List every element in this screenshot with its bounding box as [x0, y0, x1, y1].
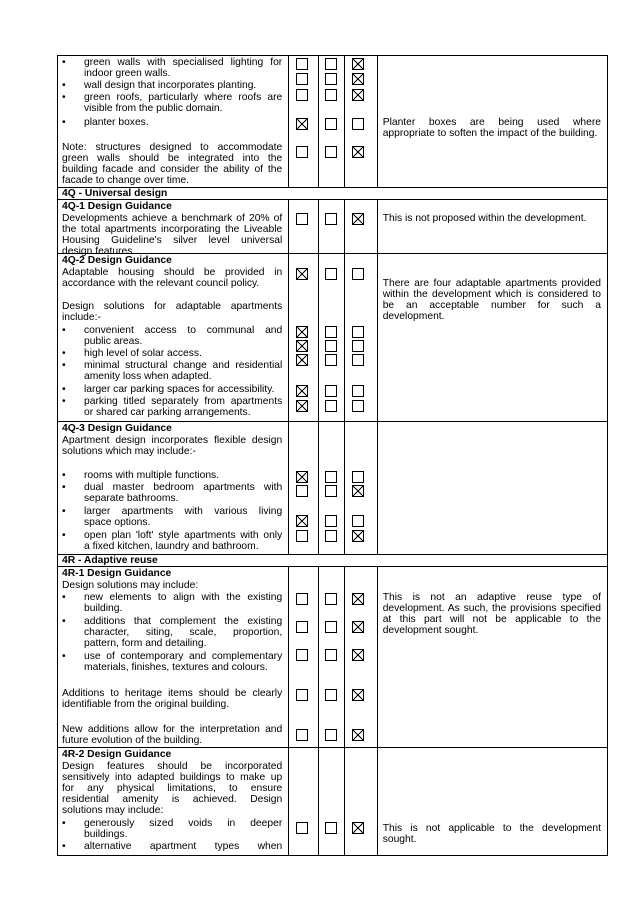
heading-4q-1: 4Q-1 Design Guidance: [62, 201, 172, 212]
no-checkbox[interactable]: [325, 485, 337, 497]
yes-checkbox[interactable]: [296, 146, 308, 158]
yes-checkbox-checked[interactable]: [296, 471, 308, 483]
comment-4q-1: This is not proposed within the development.: [382, 213, 587, 224]
green-bullet-3: green roofs, particularly where roofs are: [84, 92, 283, 103]
no-checkbox[interactable]: [325, 621, 337, 633]
yes-checkbox[interactable]: [296, 213, 308, 225]
green-bullet-4: planter boxes.: [84, 117, 149, 128]
yes-checkbox[interactable]: [296, 621, 308, 633]
no-checkbox[interactable]: [325, 822, 337, 834]
na-checkbox-checked[interactable]: [352, 822, 364, 834]
row-4q-1: 4Q-1 Design Guidance Developments achieve a benchmark of 20% of the total apartments incorporating the Liveable Housing Guideline's silver level universal design features. This is not proposed within the development.: [58, 200, 608, 254]
yes-checkbox[interactable]: [296, 89, 308, 101]
heading-4q-3: 4Q-3 Design Guidance: [62, 423, 172, 434]
design-guidance-table: [57, 55, 608, 856]
na-checkbox-checked[interactable]: [352, 689, 364, 701]
na-checkbox[interactable]: [352, 471, 364, 483]
na-checkbox-checked[interactable]: [352, 649, 364, 661]
na-checkbox-checked[interactable]: [352, 89, 364, 101]
yes-checkbox[interactable]: [296, 73, 308, 85]
no-checkbox[interactable]: [325, 689, 337, 701]
yes-checkbox[interactable]: [296, 530, 308, 542]
no-checkbox[interactable]: [325, 649, 337, 661]
yes-checkbox[interactable]: [296, 649, 308, 661]
green-note: Note: structures designed to accommodate: [62, 142, 283, 153]
no-checkbox[interactable]: [325, 118, 337, 130]
row-4q-2: 4Q-2 Design Guidance Adaptable housing should be provided in accordance with the relevant council policy. Design solutions for adaptable apartments include:- • convenient access to communal and public areas. • high level of solar access. • minimal structural change and residential amenity loss when adapted. • larger car parking spaces for accessibility. • parking titled separately from apartments or shared car parking arrangements. There are four adaptable apartments provided within the development which is considered to be an acceptable number for such a development.: [58, 254, 608, 422]
yes-checkbox-checked[interactable]: [296, 118, 308, 130]
heading-4r-1: 4R-1 Design Guidance: [62, 568, 172, 579]
na-checkbox-checked[interactable]: [352, 729, 364, 741]
no-checkbox[interactable]: [325, 340, 337, 352]
na-checkbox-checked[interactable]: [352, 621, 364, 633]
no-checkbox[interactable]: [325, 268, 337, 280]
yes-checkbox-checked[interactable]: [296, 326, 308, 338]
yes-checkbox[interactable]: [296, 689, 308, 701]
no-checkbox[interactable]: [325, 58, 337, 70]
na-checkbox-checked[interactable]: [352, 73, 364, 85]
yes-checkbox-checked[interactable]: [296, 515, 308, 527]
na-checkbox[interactable]: [352, 400, 364, 412]
yes-checkbox-checked[interactable]: [296, 385, 308, 397]
yes-checkbox[interactable]: [296, 822, 308, 834]
no-checkbox[interactable]: [325, 530, 337, 542]
section-heading-4q: 4Q - Universal design: [62, 188, 168, 199]
yes-checkbox-checked[interactable]: [296, 354, 308, 366]
green-bullet-1: green walls with specialised lighting for: [84, 57, 283, 68]
na-checkbox-checked[interactable]: [352, 58, 364, 70]
na-checkbox-checked[interactable]: [352, 530, 364, 542]
yes-checkbox-checked[interactable]: [296, 400, 308, 412]
no-checkbox[interactable]: [325, 213, 337, 225]
na-checkbox[interactable]: [352, 515, 364, 527]
comment-4q-2: There are four adaptable apartments provided: [382, 278, 601, 289]
row-4q-3: 4Q-3 Design Guidance Apartment design incorporates flexible design solutions which may include:- • rooms with multiple functions. • dual master bedroom apartments with separate bathrooms. • larger apartments with various living space options. • open plan 'loft' style apartments with only a fixed kitchen, laundry and bathroom.: [58, 422, 608, 555]
yes-checkbox[interactable]: [296, 58, 308, 70]
no-checkbox[interactable]: [325, 400, 337, 412]
na-checkbox[interactable]: [352, 326, 364, 338]
na-checkbox-checked[interactable]: [352, 213, 364, 225]
heading-4q-2: 4Q-2 Design Guidance: [62, 255, 172, 266]
na-checkbox[interactable]: [352, 340, 364, 352]
yes-checkbox-checked[interactable]: [296, 340, 308, 352]
no-checkbox[interactable]: [325, 385, 337, 397]
na-checkbox[interactable]: [352, 354, 364, 366]
no-checkbox[interactable]: [325, 146, 337, 158]
yes-checkbox[interactable]: [296, 729, 308, 741]
na-checkbox[interactable]: [352, 385, 364, 397]
no-checkbox[interactable]: [325, 73, 337, 85]
na-checkbox-checked[interactable]: [352, 146, 364, 158]
na-checkbox[interactable]: [352, 118, 364, 130]
no-checkbox[interactable]: [325, 326, 337, 338]
green-comment: Planter boxes are being used where: [382, 117, 601, 128]
na-checkbox-checked[interactable]: [352, 485, 364, 497]
na-checkbox[interactable]: [352, 268, 364, 280]
yes-checkbox[interactable]: [296, 593, 308, 605]
heading-4r-2: 4R-2 Design Guidance: [62, 749, 172, 760]
row-4r-2: 4R-2 Design Guidance Design features should be incorporated sensitively into adapted buildings to make up for any physical limitations, to ensure residential amenity is achieved. Design solutions may include: • generously sized voids in deeper buildings. • alternative apartment types when This is not applicable to the development sought.: [58, 748, 608, 856]
row-4r-1: 4R-1 Design Guidance Design solutions may include: • new elements to align with the existing building. • additions that complement the existing character, siting, scale, proportion, pattern, form and detailing. • use of contemporary and complementary materials, finishes, textures and colours. Additions to heritage items should be clearly identifiable from the original building. New additions allow for the interpretation and future evolution of the building. This is not an adaptive reuse type of development. As such, the provisions specified at this part will not be applicable to the development sought.: [58, 567, 608, 748]
no-checkbox[interactable]: [325, 515, 337, 527]
section-heading-4r: 4R - Adaptive reuse: [62, 555, 158, 566]
no-checkbox[interactable]: [325, 354, 337, 366]
green-walls-row: • green walls with specialised lighting for indoor green walls. • wall design that incorporates planting. • green roofs, particularly where roofs are visible from the public domain. • planter boxes. Note: structures designed to accommodate green walls should be integrated into the building facade and consider the ability of the facade to change over time. Planter boxes are being used where appropriate to soften the impact of the building.: [58, 56, 608, 188]
no-checkbox[interactable]: [325, 593, 337, 605]
yes-checkbox-checked[interactable]: [296, 268, 308, 280]
comment-4r-2: This is not applicable to the development: [382, 823, 601, 834]
green-bullet-2: wall design that incorporates planting.: [84, 80, 257, 91]
na-checkbox-checked[interactable]: [352, 593, 364, 605]
no-checkbox[interactable]: [325, 471, 337, 483]
comment-4r-1: This is not an adaptive reuse type of: [382, 592, 601, 603]
no-checkbox[interactable]: [325, 729, 337, 741]
yes-checkbox[interactable]: [296, 485, 308, 497]
no-checkbox[interactable]: [325, 89, 337, 101]
